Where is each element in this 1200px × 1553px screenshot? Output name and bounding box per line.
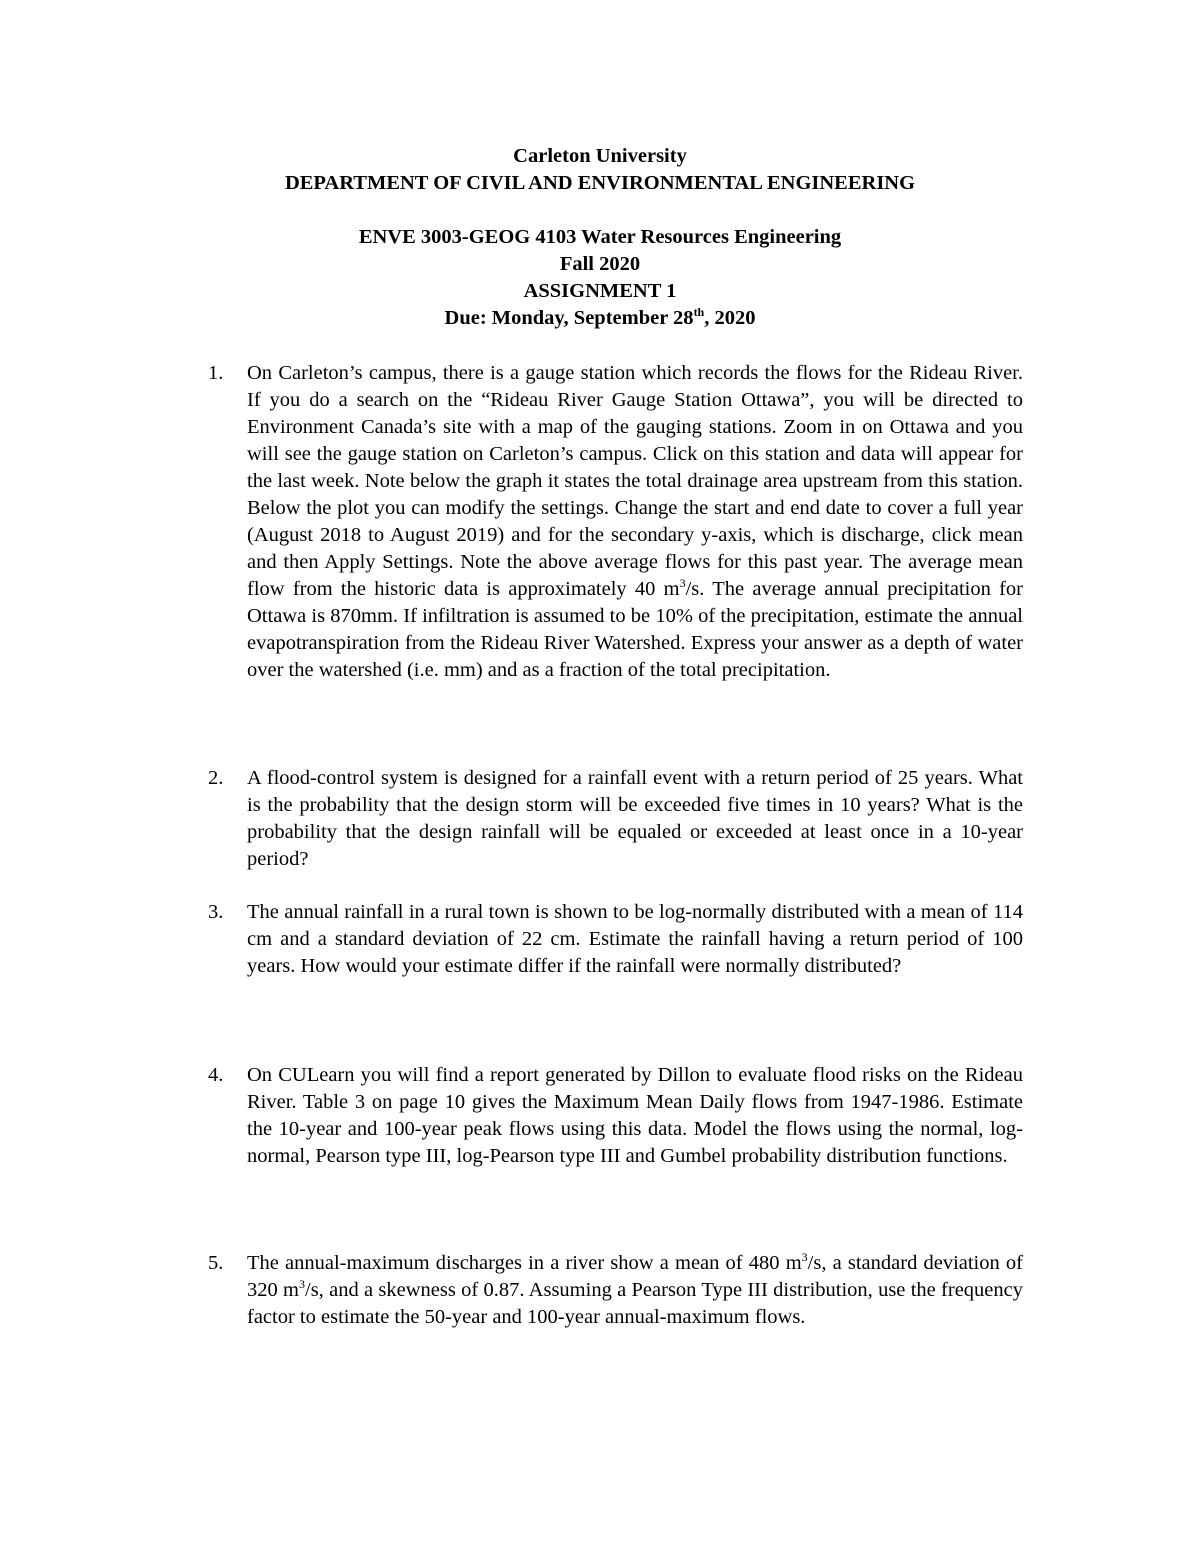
- question-text: On CULearn you will find a report generated by Dillon to evaluate flood risks on the Rideau River. Table 3 on page 10 gives the Maximum Mean Daily flows from 1947-1986. Estimate the 10-year and 100-year peak flows using this data. Model the flows using the normal, log-normal, Pearson type III, log-Pearson type III and Gumbel probability distribution functions.: [247, 1064, 1023, 1167]
- course-title: ENVE 3003-GEOG 4103 Water Resources Engineering: [358, 226, 842, 248]
- question-number: 4.: [208, 1064, 224, 1086]
- term: Fall 2020: [559, 253, 641, 275]
- university-name: Carleton University: [513, 145, 687, 167]
- question-text: On Carleton’s campus, there is a gauge station which records the flows for the Rideau River. If you do a search on the “Rideau River Gauge Station Ottawa”, you will be directed to Environment Canada’s site with a map of the gauging stations. Zoom in on Ottawa and you will see the gauge station on Carleton’s campus. Click on this station and data will appear for the last week. Note below the graph it states the total drainage area upstream from this station. Below the plot you can modify the settings. Change the start and end date to cover a full year (August 2018 to August 2019) and for the secondary y-axis, which is discharge, click mean and then Apply Settings. Note the above average flows for this past year. The average mean flow from the historic data is approximately 40 $m^3/s$. The average annual precipitation for Ottawa is 870mm. If infiltration is assumed to be 10% of the precipitation, estimate the annual evapotranspiration from the Rideau River Watershed. Express your answer as a depth of water over the watershed (i.e. mm) and as a fraction of the total precipitation.: [247, 362, 1023, 681]
- question-number: 1.: [208, 362, 224, 384]
- due-date: Due: Monday, September 28th, 2020: [444, 305, 756, 329]
- department-name: DEPARTMENT OF CIVIL AND ENVIRONMENTAL ENGINEERING: [284, 172, 916, 194]
- question-number: 3.: [208, 901, 224, 923]
- question-text: The annual-maximum discharges in a river show a mean of 480 $m^3/s$, a standard deviation of 320 $m^3/s$, and a skewness of 0.87. Assuming a Pearson Type III distribution, use the frequency factor to estimate the 50-year and 100-year annual-maximum flows.: [247, 1250, 1023, 1328]
- assignment-title: ASSIGNMENT 1: [523, 280, 677, 302]
- question-text: The annual rainfall in a rural town is shown to be log-normally distributed with a mean of 114 cm and a standard deviation of 22 cm. Estimate the rainfall having a return period of 100 years. How would your estimate differ if the rainfall were normally distributed?: [247, 901, 1023, 977]
- question-number: 5.: [208, 1252, 224, 1274]
- question-text: A flood-control system is designed for a rainfall event with a return period of 25 years. What is the probability that the design storm will be exceeded five times in 10 years? What is the probability that the design rainfall will be equaled or exceeded at least once in a 10-year period?: [247, 767, 1023, 870]
- question-number: 2.: [208, 767, 224, 789]
